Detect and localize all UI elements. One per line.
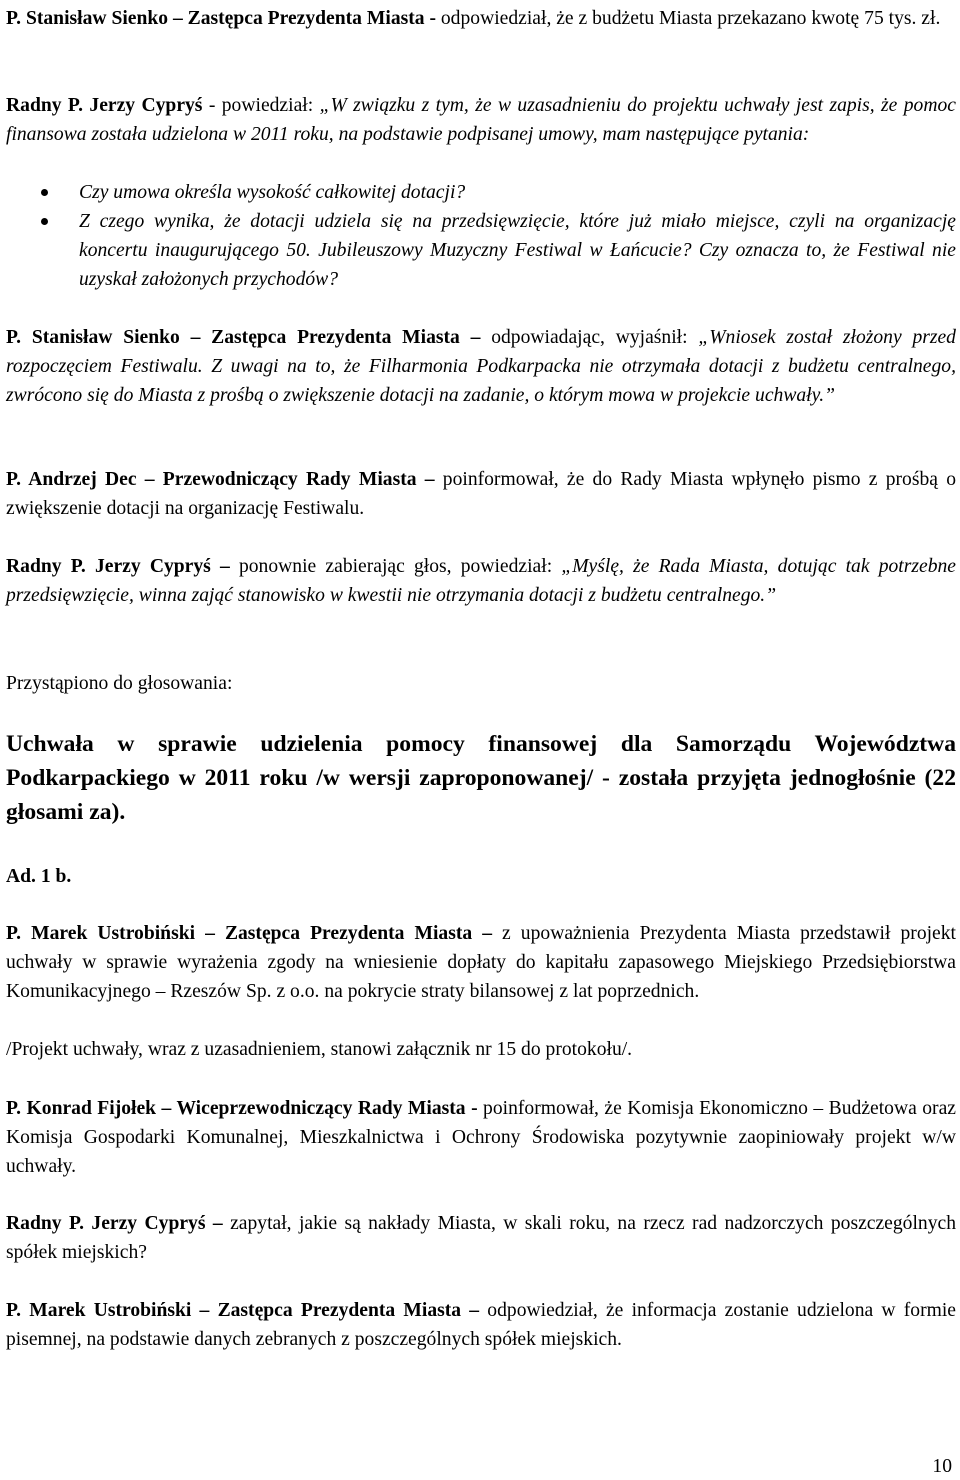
paragraph-sienko-explanation: [6, 323, 956, 410]
speaker-name: Radny P. Jerzy Cypryś: [6, 95, 203, 116]
speaker-name: P. Stanisław Sienko – Zastępca Prezydenta Miasta -: [6, 8, 436, 29]
agenda-item-heading: Ad. 1 b.: [6, 866, 72, 887]
list-item: Z czego wynika, że dotacji udziela się na przedsięwzięcie, które już miało miejsce, czyli na organizację koncertu inaugurującego 50. Jubileuszowy Muzyczny Festiwal w Łańcucie? Czy oznacza to, że Festiwal nie uzyskał założonych przychodów?: [6, 207, 956, 294]
paragraph-ustrobinski-answer: [6, 1296, 956, 1354]
paragraph-sienko-reply: [6, 4, 956, 33]
paragraph-dec-info: [6, 465, 956, 523]
speaker-name: Radny P. Jerzy Cypryś –: [6, 1213, 223, 1234]
speaker-name: P. Konrad Fijołek – Wiceprzewodniczący Rady Miasta -: [6, 1098, 478, 1119]
paragraph-text: odpowiadając, wyjaśnił:: [480, 327, 699, 348]
paragraph-cyprys-costs: [6, 1209, 956, 1267]
paragraph-text: poinformował, że do Rady Miasta wpłynęło pismo z prośbą o zwiększenie dotacji na organizację Festiwalu.: [6, 469, 956, 519]
voting-intro: Przystąpiono do głosowania:: [6, 673, 233, 694]
paragraph-text: ponownie zabierając głos, powiedział:: [229, 556, 562, 577]
paragraph-cyprys-question: [6, 91, 956, 149]
quote-text: „W związku z tym, że w uzasadnieniu do projektu uchwały jest zapis, że pomoc finansowa została udzielona w 2011 roku, na podstawie podpisanej umowy, mam następujące pytania:: [6, 95, 956, 145]
paragraph-cyprys-opinion: [6, 552, 956, 610]
paragraph-text: zapytał, jakie są nakłady Miasta, w skali roku, na rzecz rad nadzorczych poszczególnych spółek miejskich?: [6, 1213, 956, 1263]
bullet-icon: [41, 218, 48, 225]
speaker-name: P. Marek Ustrobiński – Zastępca Prezydenta Miasta –: [6, 923, 492, 944]
paragraph-text: odpowiedział, że z budżetu Miasta przekazano kwotę 75 tys. zł.: [435, 8, 941, 29]
resolution-text: Uchwała w sprawie udzielenia pomocy finansowej dla Samorządu Województwa Podkarpackiego w 2011 roku /w wersji zaproponowanej/ - została przyjęta jednogłośnie (22 głosami za).: [6, 731, 956, 825]
paragraph-fijolek-info: [6, 1094, 956, 1181]
speaker-name: P. Stanisław Sienko – Zastępca Prezydenta Miasta –: [6, 327, 481, 348]
bullet-icon: [41, 189, 48, 196]
paragraph-text: z upoważnienia Prezydenta Miasta przedstawił projekt uchwały w sprawie wyrażenia zgody na wniesienie dopłaty do kapitału zapasowego Miejskiego Przedsiębiorstwa Komunikacyjnego – Rzeszów Sp. z o.o. na pokrycie straty bilansowej z lat poprzednich.: [6, 923, 956, 1002]
paragraph-text: odpowiedział, że informacja zostanie udzielona w formie pisemnej, na podstawie danych zebranych z poszczególnych spółek miejskich.: [6, 1300, 956, 1350]
quote-text: „Wniosek został złożony przed rozpoczęciem Festiwalu. Z uwagi na to, że Filharmonia Podkarpacka nie otrzymała dotacji z budżetu centralnego, zwrócono się do Miasta z prośbą o zwiększenie dotacji na zadanie, o którym mowa w projekcie uchwały.”: [6, 327, 956, 406]
quote-text: „Myślę, że Rada Miasta, dotując tak potrzebne przedsięwzięcie, winna zająć stanowisko w kwestii nie otrzymania dotacji z budżetu centralnego.”: [6, 556, 956, 606]
paragraph-ustrobinski-project: [6, 919, 956, 1006]
paragraph-text: poinformował, że Komisja Ekonomiczno – Budżetowa oraz Komisja Gospodarki Komunalnej, Mieszkalnictwa i Ochrony Środowiska pozytywnie zaopiniowały projekt w/w uchwały.: [6, 1098, 956, 1177]
attachment-note: /Projekt uchwały, wraz z uzasadnieniem, stanowi załącznik nr 15 do protokołu/.: [6, 1039, 633, 1060]
speaker-name: P. Andrzej Dec – Przewodniczący Rady Miasta –: [6, 469, 435, 490]
question-list: [6, 178, 956, 294]
speaker-name: Radny P. Jerzy Cypryś –: [6, 556, 230, 577]
speaker-name: P. Marek Ustrobiński – Zastępca Prezydenta Miasta –: [6, 1300, 480, 1321]
page-number: 10: [932, 1456, 952, 1477]
paragraph-text: - powiedział:: [202, 95, 320, 116]
list-item: Czy umowa określa wysokość całkowitej dotacji?: [6, 178, 956, 207]
